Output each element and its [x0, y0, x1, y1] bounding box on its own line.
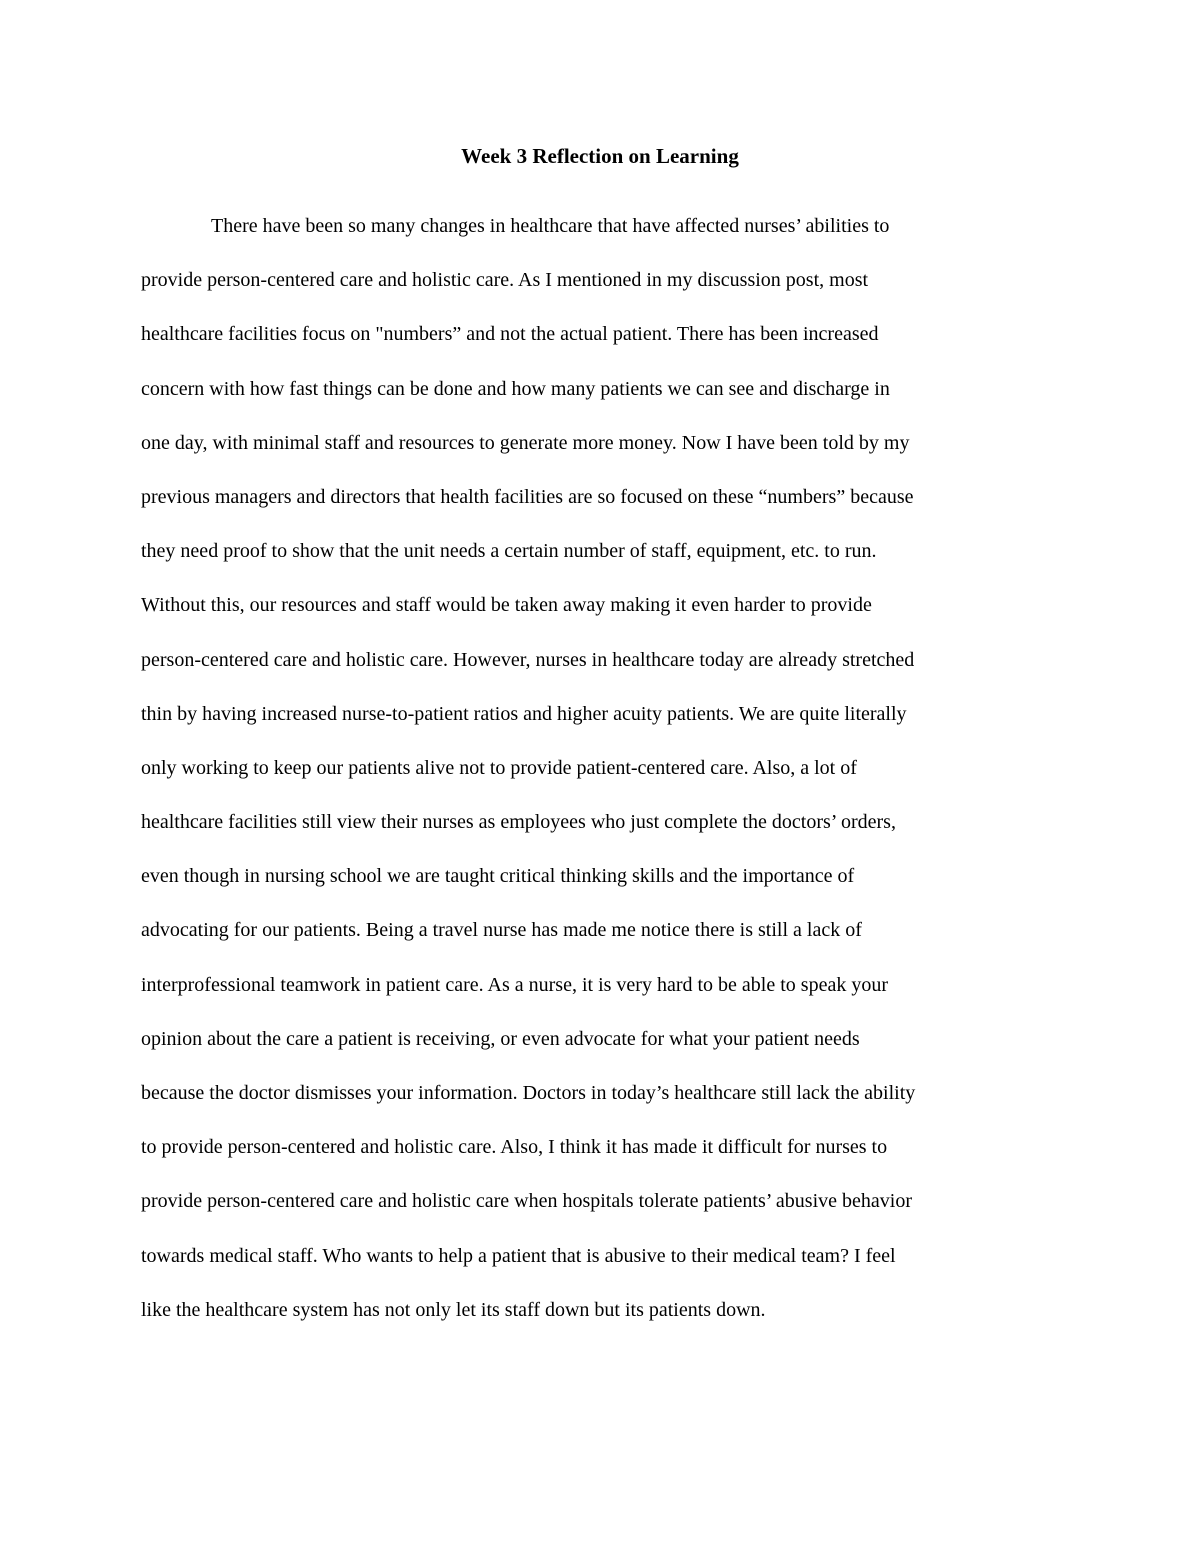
body-paragraph [141, 212, 1081, 1350]
paragraph-line: healthcare facilities focus on "numbers” and not the actual patient. There has been increased [141, 323, 879, 346]
paragraph-line: previous managers and directors that health facilities are so focused on these “numbers” because [141, 485, 914, 508]
paragraph-line: to provide person-centered and holistic care. Also, I think it has made it difficult for nurses to [141, 1136, 888, 1159]
paragraph-line: like the healthcare system has not only let its staff down but its patients down. [141, 1298, 766, 1321]
paragraph-line: even though in nursing school we are taught critical thinking skills and the importance of [141, 865, 855, 888]
document-title: Week 3 Reflection on Learning [461, 144, 739, 168]
paragraph-line: interprofessional teamwork in patient care. As a nurse, it is very hard to be able to speak your [141, 973, 888, 996]
paragraph-line: they need proof to show that the unit needs a certain number of staff, equipment, etc. to run. [141, 540, 877, 563]
paragraph-line: person-centered care and holistic care. However, nurses in healthcare today are already stretched [141, 648, 915, 671]
paragraph-line: towards medical staff. Who wants to help a patient that is abusive to their medical team? I feel [141, 1244, 896, 1267]
paragraph-line: provide person-centered care and holistic care. As I mentioned in my discussion post, most [141, 269, 869, 292]
paragraph-line: opinion about the care a patient is receiving, or even advocate for what your patient needs [141, 1027, 860, 1050]
paragraph-line: concern with how fast things can be done and how many patients we can see and discharge in [141, 377, 890, 400]
paragraph-line: There have been so many changes in healthcare that have affected nurses’ abilities to [211, 215, 890, 237]
paragraph-line: because the doctor dismisses your information. Doctors in today’s healthcare still lack the ability [141, 1082, 916, 1104]
paragraph-line: one day, with minimal staff and resources to generate more money. Now I have been told by my [141, 431, 910, 454]
paragraph-line: provide person-centered care and holistic care when hospitals tolerate patients’ abusive behavior [141, 1190, 912, 1213]
paragraph-line: thin by having increased nurse-to-patient ratios and higher acuity patients. We are quite literally [141, 702, 907, 725]
paragraph-line: advocating for our patients. Being a travel nurse has made me notice there is still a lack of [141, 919, 862, 942]
paragraph-line: Without this, our resources and staff would be taken away making it even harder to provide [141, 594, 872, 617]
paragraph-line: healthcare facilities still view their nurses as employees who just complete the doctors’ orders, [141, 811, 896, 834]
paragraph-line: only working to keep our patients alive not to provide patient-centered care. Also, a lot of [141, 756, 857, 779]
